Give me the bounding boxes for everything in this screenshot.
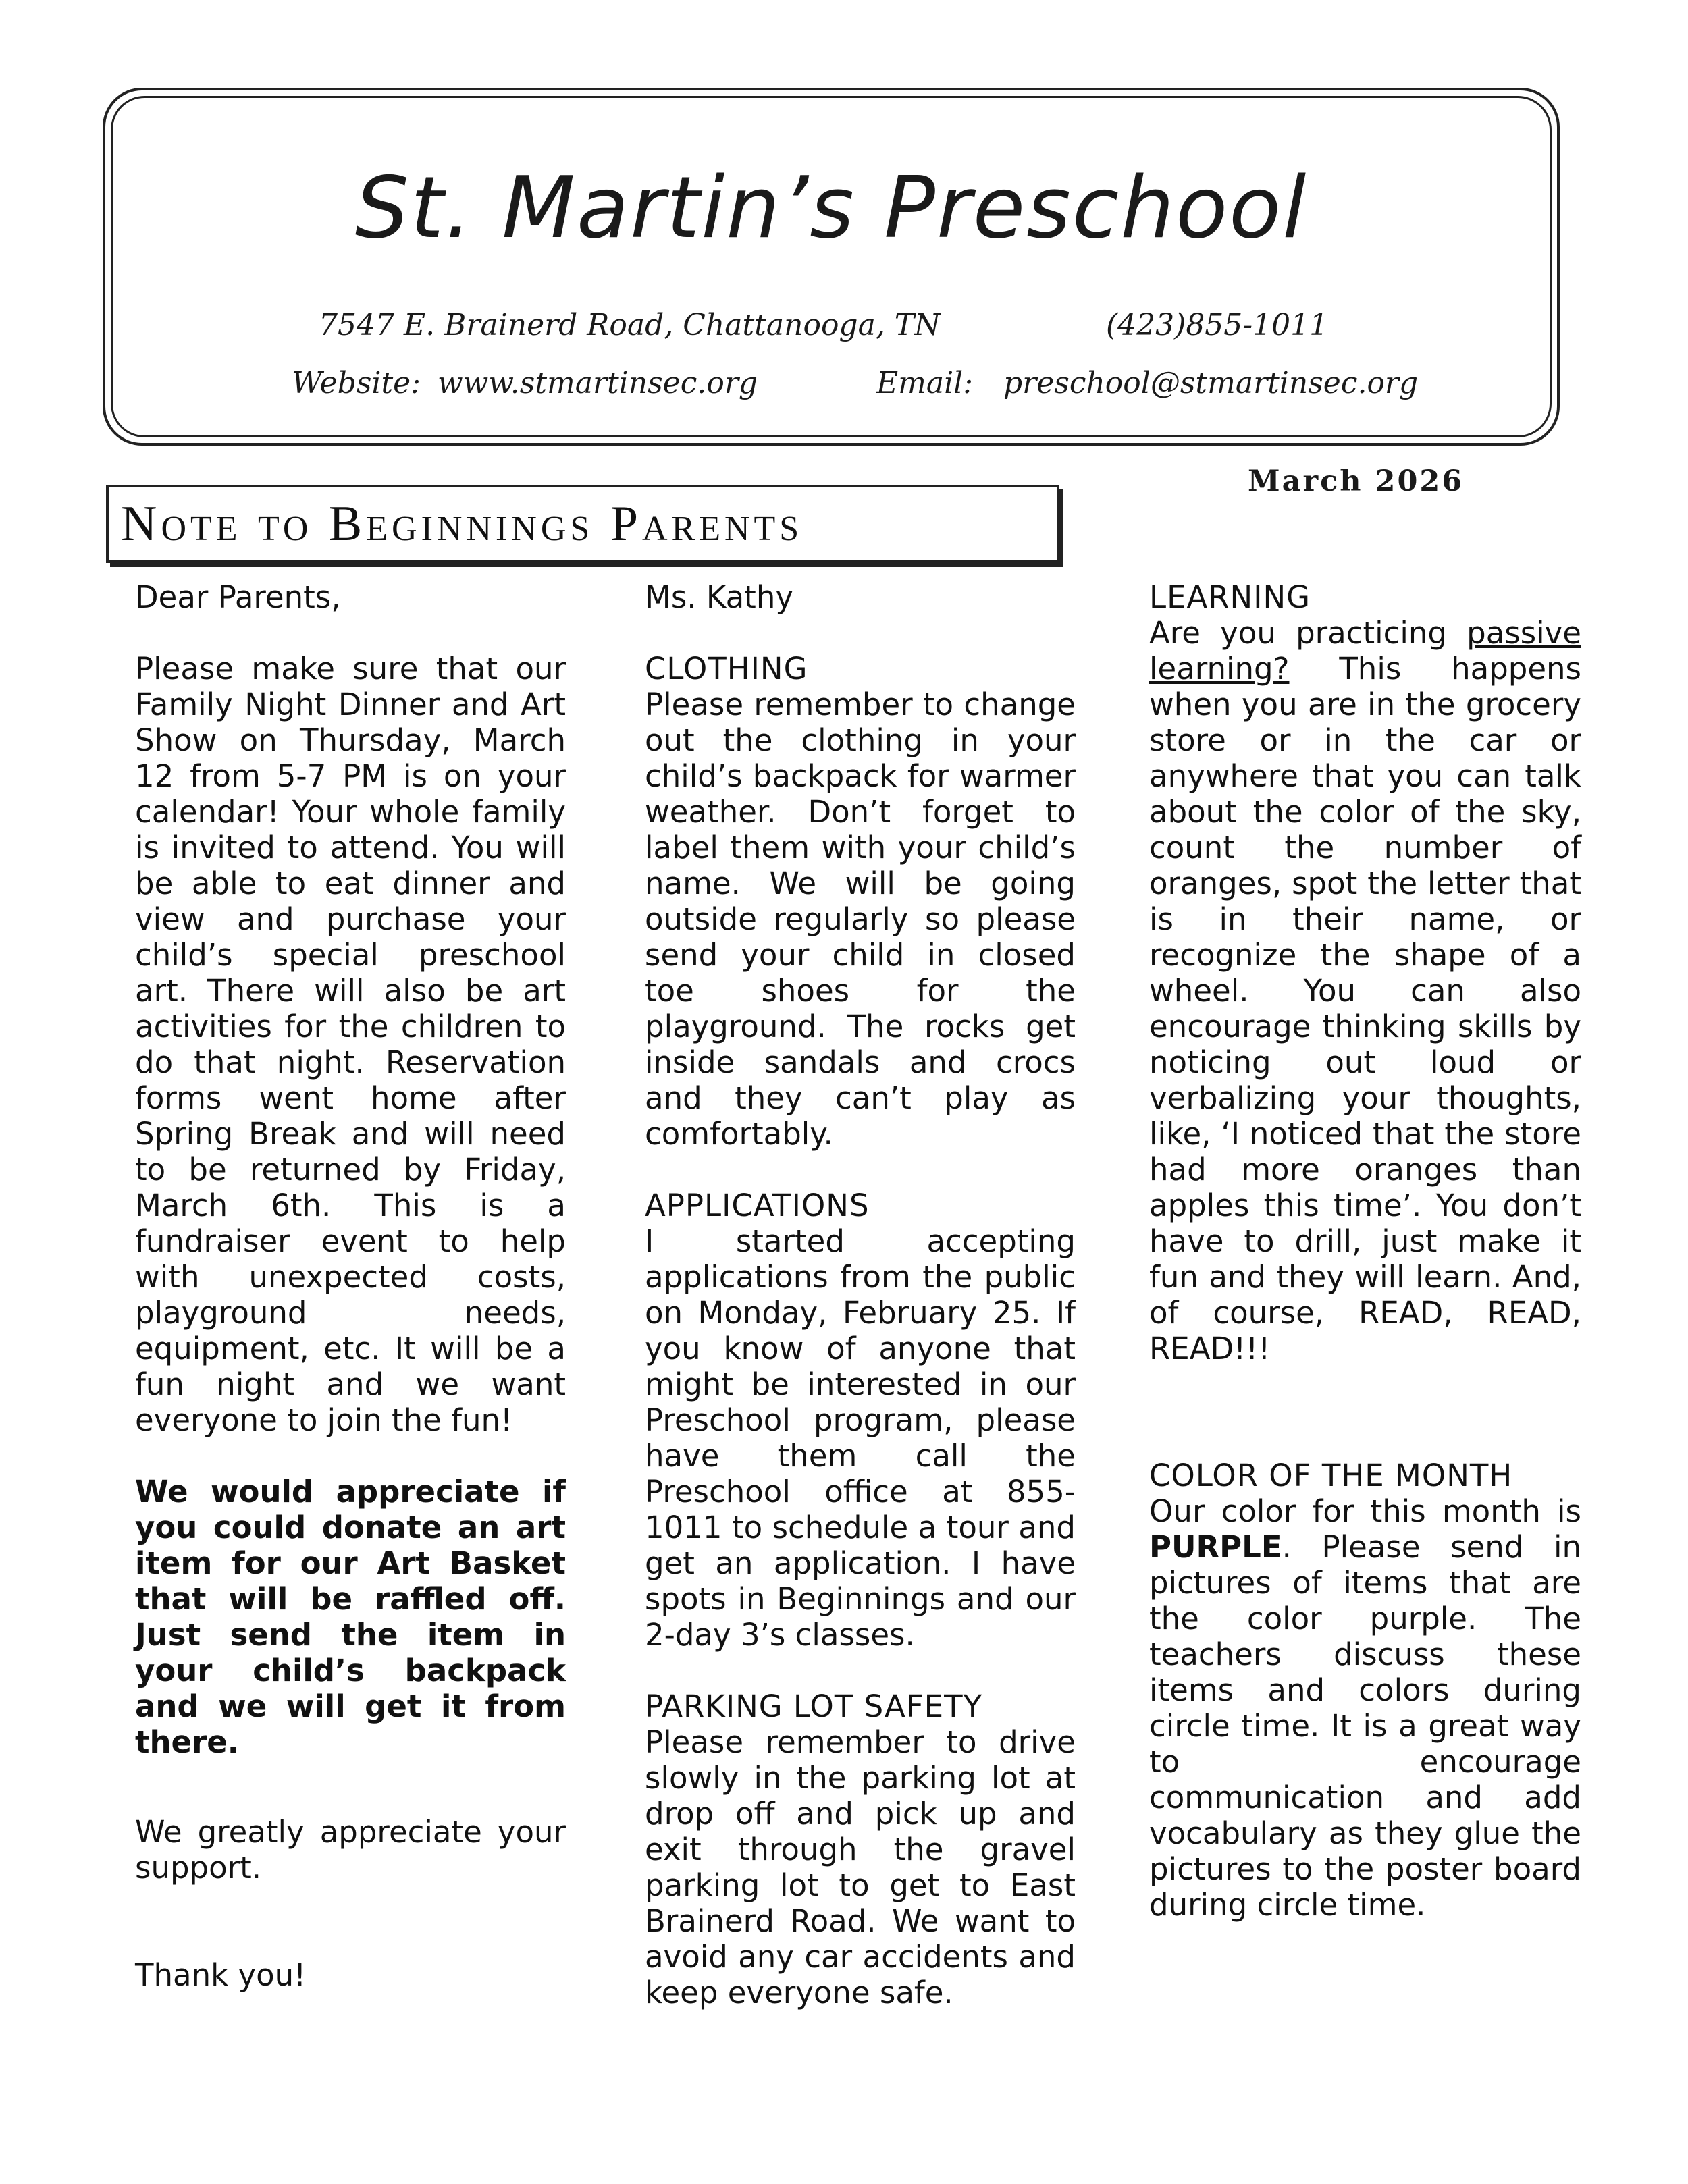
email-label: Email: [876, 366, 974, 400]
parking-heading: PARKING LOT SAFETY [645, 1688, 983, 1724]
applications-heading: APPLICATIONS [645, 1188, 870, 1223]
column-right [1149, 579, 1581, 1923]
signature: Ms. Kathy [645, 579, 793, 615]
phone: (423)855-1011 [1106, 308, 1329, 342]
passive-learning-link: passive learning? [1149, 615, 1581, 687]
clothing-text: Please remember to change out the clothing in your child’s backpack for warmer weather. Don’t forget to label them with your child’s name. We will be going outside regularly so please send your child in closed toe shoes for the playground. The rocks get inside sandals and crocs and they can’t play as comfortably. [645, 687, 1076, 1152]
closing: Thank you! [135, 1957, 307, 1993]
email-link[interactable]: preschool@stmartinsec.org [1003, 366, 1419, 400]
learning-body: This happens when you are in the grocery store or in the car or anywhere that you can talk about the color of the sky, count the number of oranges, spot the letter that is in their name, or recognize the shape of a wheel. You can also encourage thinking skills by noticing out loud or verbalizing your thoughts, like, ‘I noticed that the store had more oranges than apples this time’. You don’t have to drill, just make it fun and they will learn. And, of course, READ, READ, READ!!! [1149, 651, 1581, 1366]
family-night-paragraph: Please make sure that our Family Night Dinner and Art Show on Thursday, March 12 from 5-7 PM is on your calendar! Your whole family is invited to attend. You will be able to eat dinner and view and purchase your child’s special preschool art. There will also be art activities for the children to do that night. Reservation forms went home after Spring Break and will need to be returned by Friday, March 6th. This is a fundraiser event to help with unexpected costs, playground needs, equipment, etc. It will be a fun night and we want everyone to join the fun! [135, 651, 566, 1438]
clothing-heading: CLOTHING [645, 651, 808, 687]
masthead [103, 88, 1560, 446]
banner-title: Note to Beginnings Parents [121, 496, 803, 552]
art-basket-paragraph: We would appreciate if you could donate an art item for our Art Basket that will be raffled off. Just send the item in your child’s backpack and we will get it from there. [135, 1474, 566, 1760]
school-name: St. Martin’s Preschool [354, 158, 1308, 257]
color-name: PURPLE [1149, 1529, 1282, 1565]
color-body: . Please send in pictures of items that are the color purple. The teachers discuss these items and colors during circle time. It is a great way to encourage communication and add vocabulary as they glue the pictures to the poster board during circle time. [1149, 1529, 1581, 1923]
learning-lead: Are you practicing [1149, 615, 1447, 651]
column-left [135, 579, 566, 1993]
address: 7547 E. Brainerd Road, Chattanooga, TN [319, 308, 941, 342]
color-lead: Our color for this month is [1149, 1493, 1581, 1529]
color-heading: COLOR OF THE MONTH [1149, 1458, 1513, 1493]
section-banner [106, 485, 1059, 563]
website-label: Website: [292, 366, 421, 400]
color-text [1149, 1493, 1581, 1923]
learning-text [1149, 615, 1581, 1366]
column-middle [645, 579, 1076, 2010]
learning-heading: LEARNING [1149, 579, 1311, 615]
website-link[interactable]: www.stmartinsec.org [438, 366, 758, 400]
appreciation-paragraph: We greatly appreciate your support. [135, 1814, 566, 1886]
applications-text: I started accepting applications from the public on Monday, February 25. If you know of anyone that might be interested in our Preschool program, please have them call the Preschool office at 855-1011 to schedule a tour and get an application. I have spots in Beginnings and our 2-day 3’s classes. [645, 1223, 1076, 1653]
parking-text: Please remember to drive slowly in the parking lot at drop off and pick up and exit through the gravel parking lot to get to East Brainerd Road. We want to avoid any car accidents and keep everyone safe. [645, 1724, 1076, 2010]
greeting: Dear Parents, [135, 579, 341, 615]
issue-date: March 2026 [1248, 464, 1465, 498]
